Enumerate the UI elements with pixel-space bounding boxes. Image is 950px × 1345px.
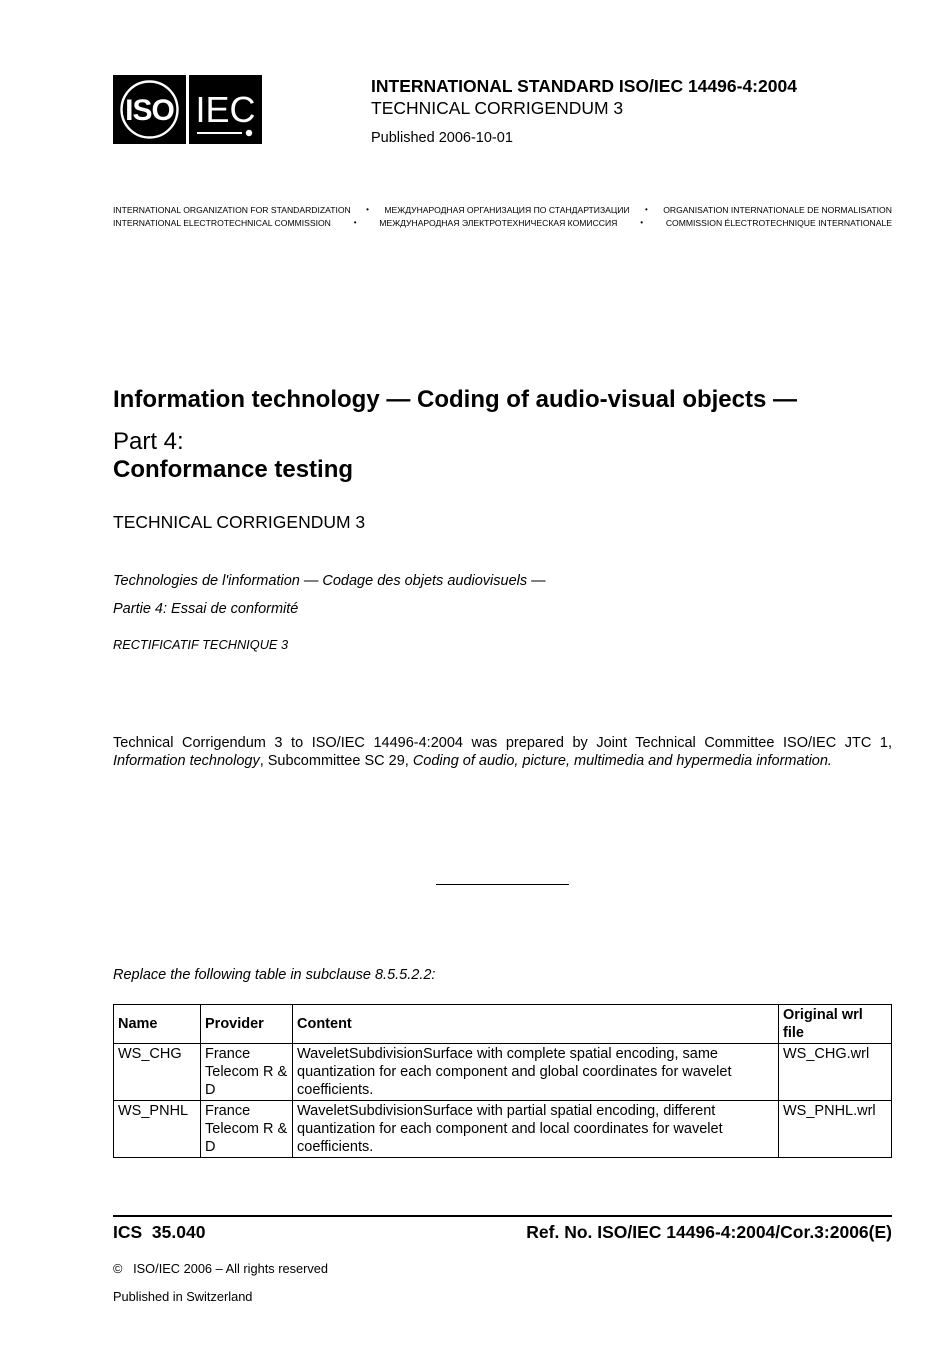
- table-header-row: [114, 1005, 892, 1044]
- cell-file: WS_PNHL.wrl: [779, 1101, 892, 1158]
- copyright-notice: © ISO/IEC 2006 – All rights reserved: [113, 1261, 328, 1276]
- cell-content: WaveletSubdivisionSurface with complete spatial encoding, same quantization for each component and global coordinates for wavelet coefficients.: [293, 1044, 779, 1101]
- header-file: Original wrl file: [779, 1005, 892, 1044]
- organizations-row-1: [113, 205, 892, 215]
- prep-subcommittee-name: Coding of audio, picture, multimedia and hypermedia information.: [412, 753, 832, 770]
- section-separator: [436, 884, 569, 885]
- table-row: [114, 1044, 892, 1101]
- logo-iso-text: ISO: [125, 94, 174, 127]
- part-number: Part 4:: [113, 428, 184, 455]
- conformance-table: [113, 1004, 892, 1158]
- ics-code: ICS 35.040: [113, 1222, 206, 1242]
- french-title-line-2: Partie 4: Essai de conformité: [113, 601, 299, 617]
- prep-committee-name: Information technology: [113, 753, 260, 770]
- cell-name: WS_CHG: [114, 1044, 201, 1101]
- bullet-separator: •: [640, 218, 644, 227]
- organizations-row-2: [113, 218, 892, 228]
- footer-rule: [113, 1215, 892, 1217]
- part-title: Conformance testing: [113, 456, 354, 483]
- iso-iec-logo: [113, 75, 262, 144]
- org-iso-fr: ORGANISATION INTERNATIONALE DE NORMALISATION: [663, 205, 892, 215]
- cell-content: WaveletSubdivisionSurface with partial spatial encoding, different quantization for each component and local coordinates for wavelet coefficients.: [293, 1101, 779, 1158]
- logo-iec-text: IEC: [195, 89, 256, 130]
- header-corrigendum: TECHNICAL CORRIGENDUM 3: [371, 98, 624, 118]
- published-date: Published 2006-10-01: [371, 130, 513, 146]
- document-title: Information technology — Coding of audio-visual objects —: [113, 386, 798, 413]
- header-name: Name: [114, 1005, 201, 1044]
- cell-provider: France Telecom R & D: [201, 1101, 293, 1158]
- bullet-separator: •: [645, 205, 648, 214]
- cell-provider: France Telecom R & D: [201, 1044, 293, 1101]
- prep-text-2: , Subcommittee SC 29,: [259, 753, 413, 770]
- org-iec-ru: МЕЖДУНАРОДНАЯ ЭЛЕКТРОТЕХНИЧЕСКАЯ КОМИССИЯ: [379, 218, 618, 228]
- french-corrigendum-label: RECTIFICATIF TECHNIQUE 3: [113, 637, 289, 652]
- preparation-paragraph: [113, 734, 892, 770]
- standard-title: INTERNATIONAL STANDARD ISO/IEC 14496-4:2004: [371, 76, 797, 96]
- reference-number: Ref. No. ISO/IEC 14496-4:2004/Cor.3:2006(E): [526, 1222, 892, 1242]
- org-iec-fr: COMMISSION ÉLECTROTECHNIQUE INTERNATIONALE: [665, 218, 892, 228]
- table-row: [114, 1101, 892, 1158]
- prep-text-1: Technical Corrigendum 3 to ISO/IEC 14496-4:2004 was prepared by Joint Technical Committee ISO/IEC JTC 1,: [113, 735, 892, 751]
- org-iso-ru: МЕЖДУНАРОДНАЯ ОРГАНИЗАЦИЯ ПО СТАНДАРТИЗАЦИИ: [384, 205, 630, 215]
- french-title-line-1: Technologies de l'information — Codage des objets audiovisuels —: [113, 573, 546, 589]
- bullet-separator: •: [353, 218, 357, 227]
- header-content: Content: [293, 1005, 779, 1044]
- replace-instruction: Replace the following table in subclause 8.5.5.2.2:: [113, 967, 436, 983]
- org-iso-en: INTERNATIONAL ORGANIZATION FOR STANDARDIZATION: [113, 205, 351, 215]
- cell-file: WS_CHG.wrl: [779, 1044, 892, 1101]
- bullet-separator: •: [366, 205, 369, 214]
- header-provider: Provider: [201, 1005, 293, 1044]
- corrigendum-label: TECHNICAL CORRIGENDUM 3: [113, 512, 366, 532]
- org-iec-en: INTERNATIONAL ELECTROTECHNICAL COMMISSION: [113, 218, 331, 228]
- published-in: Published in Switzerland: [113, 1289, 253, 1304]
- cell-name: WS_PNHL: [114, 1101, 201, 1158]
